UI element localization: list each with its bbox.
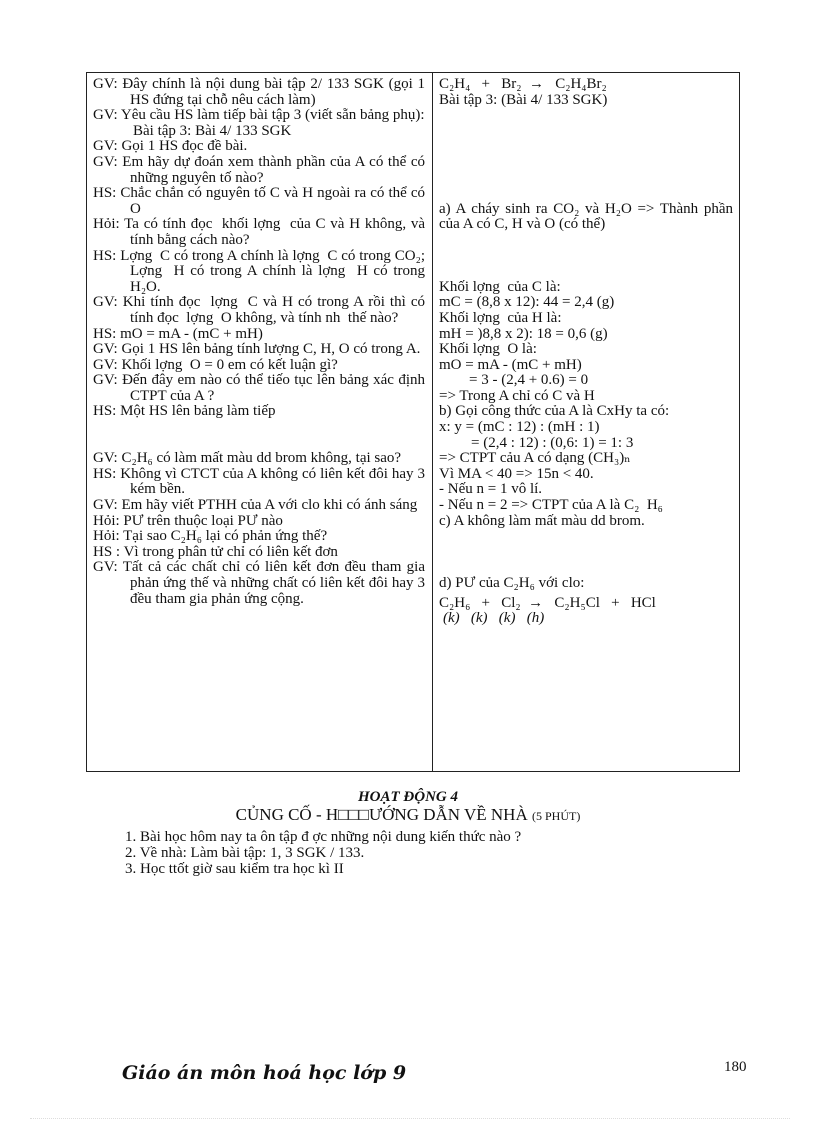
left-line: GV: Đây chính là nội dung bài tập 2/ 133 SGK (gọi 1 HS đứng tại chỗ nêu cách làm): [93, 76, 429, 108]
activity-title: HOẠT ĐỘNG 4: [358, 789, 458, 805]
left-line: GV: Khi tính đọc lợng C và H có trong A rồi thì có tính đọc lợng O không, và tính nh thế nào?: [93, 294, 429, 326]
right-line: - Nếu n = 2 => CTPT của A là C₂ H₆: [439, 497, 663, 514]
left-line: GV: Em hãy viết PTHH của A với clo khi có ánh sáng: [93, 497, 418, 514]
right-line: => Trong A chỉ có C và H: [439, 387, 595, 404]
homework-list: [125, 829, 521, 877]
left-line: GV: C₂H₆ có làm mất màu dd brom không, tại sao?: [93, 450, 402, 467]
activity-subtitle: [0, 805, 816, 825]
activity-subtitle-text: CỦNG CỐ - H□□□ƯỚNG DẪN VỀ NHÀ: [235, 805, 528, 824]
right-line: Khối lợng của C là:: [439, 278, 561, 295]
right-line: x: y = (mC : 12) : (mH : 1): [439, 419, 600, 436]
list-item: 2. Về nhà: Làm bài tập: 1, 3 SGK / 133.: [125, 845, 365, 861]
left-line: Hỏi: Tại sao C₂H₆ lại có phản ứng thế?: [93, 528, 328, 545]
right-equation: C₂H₄ + Br₂ → C₂H₄Br₂: [439, 76, 607, 92]
right-line: b) Gọi công thức của A là CxHy ta có:: [439, 403, 670, 420]
left-line: HS: Không vì CTCT của A không có liên kết đôi hay 3 kém bền.: [93, 465, 429, 498]
right-line: = 3 - (2,4 + 0.6) = 0: [469, 372, 589, 389]
left-line: HS: Chắc chắn có nguyên tố C và H ngoài ra có thể có O: [93, 185, 429, 217]
activity-duration: (5 PHÚT): [532, 809, 581, 823]
teacher-student-column: [93, 76, 429, 607]
left-line: HS: mO = mA - (mC + mH): [93, 325, 263, 342]
right-line: - Nếu n = 1 vô lí.: [439, 481, 543, 498]
board-column: [439, 76, 737, 627]
left-line: GV: Gọi 1 HS đọc đề bài.: [93, 138, 248, 155]
right-exercise-heading: Bài tập 3: (Bài 4/ 133 SGK): [439, 91, 608, 108]
left-line: HS: Lợng C có trong A chính là lợng C có trong CO₂; Lợng H có trong A chính là lợng H có trong H₂O.: [93, 247, 429, 295]
right-line: mH = )8,8 x 2): 18 = 0,6 (g): [439, 325, 608, 342]
footer-title: Giáo án môn hoá học lớp 9: [122, 1062, 407, 1084]
right-line: Vì MA < 40 => 15n < 40.: [439, 465, 594, 482]
page-number: 180: [724, 1059, 747, 1075]
lesson-table: [86, 72, 740, 772]
left-line: GV: Khối lợng O = 0 em có kết luận gì?: [93, 356, 338, 373]
right-line: c) A không làm mất màu dd brom.: [439, 512, 645, 529]
left-line: GV: Gọi 1 HS lên bảng tính lượng C, H, O có trong A.: [93, 341, 421, 358]
list-item: 1. Bài học hôm nay ta ôn tập đ ợc những nội dung kiến thức nào ?: [125, 829, 522, 845]
right-line: d) PƯ của C₂H₆ với clo:: [439, 575, 585, 591]
left-line: Hỏi: PƯ trên thuộc loại PƯ nào: [93, 512, 283, 529]
left-line: HS: Một HS lên bảng làm tiếp: [93, 403, 276, 420]
right-line: mC = (8,8 x 12): 44 = 2,4 (g): [439, 294, 615, 311]
right-states: (k) (k) (k) (h): [443, 610, 545, 627]
right-line: a) A cháy sinh ra CO₂ và H₂O => Thành phần của A có C, H và O (có thể): [439, 200, 737, 233]
left-line: GV: Em hãy dự đoán xem thành phần của A có thể có những nguyên tố nào?: [93, 153, 429, 186]
right-line: mO = mA - (mC + mH): [439, 356, 582, 373]
list-item: 3. Học ttốt giờ sau kiểm tra học kì II: [125, 861, 344, 877]
right-line: Khối lợng của H là:: [439, 309, 562, 326]
column-divider: [432, 73, 433, 771]
left-line: GV: Đến đây em nào có thể tiếo tục lên bảng xác định CTPT của A ?: [93, 372, 429, 404]
left-line: GV: Yêu cầu HS làm tiếp bài tập 3 (viết sẵn bảng phụ):: [93, 107, 425, 124]
right-reaction: C₂H₆ + Cl₂ → C₂H₅Cl + HCl: [439, 594, 656, 611]
right-line: => CTPT cảu A có dạng (CH₃)ₙ: [439, 450, 631, 467]
bottom-dotted-line: [30, 1118, 790, 1119]
left-line: HS : Vì trong phân tử chỉ có liên kết đơn: [93, 543, 338, 560]
left-line: GV: Tất cả các chất chỉ có liên kết đơn đều tham gia phản ứng thế và những chất có liên kết đôi hay 3 đều tham gia phản ứng cộng.: [93, 559, 429, 607]
left-line: Hỏi: Ta có tính đọc khối lợng của C và H không, và tính bằng cách nào?: [93, 216, 429, 248]
right-line: Khối lợng O là:: [439, 341, 537, 358]
left-exercise-heading: Bài tập 3: Bài 4/ 133 SGK: [133, 122, 292, 139]
right-line: = (2,4 : 12) : (0,6: 1) = 1: 3: [471, 434, 634, 451]
